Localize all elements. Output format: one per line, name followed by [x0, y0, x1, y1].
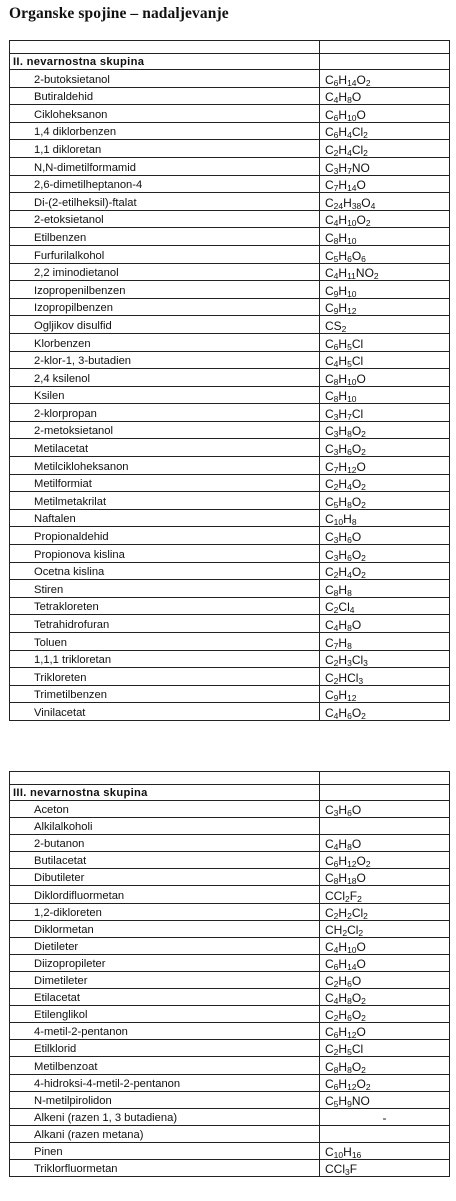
compound-table-group-3 — [9, 771, 450, 1177]
table-row — [10, 439, 450, 457]
table-row — [10, 1040, 450, 1057]
compound-formula: $CCl_2F_2$ — [320, 886, 450, 903]
compound-formula: $C_8H_{10}O$ — [320, 369, 450, 387]
table-row — [10, 1057, 450, 1074]
compound-formula: CCl$_3$F — [320, 1159, 450, 1176]
compound-name: Etilacetat — [10, 989, 320, 1006]
compound-formula: $C_{24}H_{38}O_4$ — [320, 193, 450, 211]
compound-formula: $C_2Cl_4$ — [320, 597, 450, 615]
table-row — [10, 175, 450, 193]
compound-formula: $C_2H_4Cl_2$ — [320, 140, 450, 158]
table-row — [10, 351, 450, 369]
compound-formula: $C_9H_{12}$ — [320, 685, 450, 703]
compound-formula: $CH_2Cl_2$ — [320, 920, 450, 937]
table-row — [10, 1074, 450, 1091]
table-row — [10, 703, 450, 721]
table-row — [10, 615, 450, 633]
compound-name: Tetrahidrofuran — [10, 615, 320, 633]
compound-name: Diizopropileter — [10, 954, 320, 971]
compound-formula: $C_2HCl_3$ — [320, 668, 450, 686]
compound-name: Alkeni (razen 1, 3 butadiena) — [10, 1108, 320, 1125]
table-row — [10, 920, 450, 937]
compound-formula: $C_2H_5Cl$ — [320, 1040, 450, 1057]
compound-formula: $C_5H_9NO$ — [320, 1091, 450, 1108]
compound-name: Propionova kislina — [10, 545, 320, 563]
compound-formula: $C_3H_6O_2$ — [320, 439, 450, 457]
compound-formula: $C_6H_{10}O$ — [320, 105, 450, 123]
table-row — [10, 386, 450, 404]
compound-name: Dibutileter — [10, 869, 320, 886]
compound-formula: $C_8H_{10}$ — [320, 228, 450, 246]
compound-name: 2-etoksietanol — [10, 210, 320, 228]
compound-name: 2,2 iminodietanol — [10, 263, 320, 281]
header-cell-formula — [320, 41, 450, 54]
header-cell-formula — [320, 772, 450, 785]
compound-formula: $C_3H_8O_2$ — [320, 421, 450, 439]
compound-formula: $C_4H_8O$ — [320, 87, 450, 105]
compound-formula — [320, 1125, 450, 1142]
compound-name: 4-hidroksi-4-metil-2-pentanon — [10, 1074, 320, 1091]
compound-formula: $C_2H_3Cl_3$ — [320, 650, 450, 668]
table-row — [10, 333, 450, 351]
table-row — [10, 1006, 450, 1023]
compound-name: Aceton — [10, 801, 320, 818]
header-cell-name — [10, 41, 320, 54]
table-row — [10, 668, 450, 686]
compound-formula: $C_4H_{10}O$ — [320, 937, 450, 954]
table-row — [10, 228, 450, 246]
compound-name: Toluen — [10, 633, 320, 651]
compound-name: Diklormetan — [10, 920, 320, 937]
table-header-row — [10, 772, 450, 785]
compound-formula: $C_5H_8O_2$ — [320, 492, 450, 510]
table-row — [10, 869, 450, 886]
table-row — [10, 369, 450, 387]
compound-name: Propionaldehid — [10, 527, 320, 545]
compound-formula: $C_{10}H_{16}$ — [320, 1142, 450, 1159]
compound-name: 1,2-dikloreten — [10, 903, 320, 920]
table-row — [10, 474, 450, 492]
group-heading-row — [10, 785, 450, 801]
compound-name: Cikloheksanon — [10, 105, 320, 123]
table-row — [10, 1108, 450, 1125]
table-row — [10, 1142, 450, 1159]
compound-formula: $C_4H_5Cl$ — [320, 351, 450, 369]
compound-name: Etilbenzen — [10, 228, 320, 246]
compound-name: 2-klor-1, 3-butadien — [10, 351, 320, 369]
table-row — [10, 157, 450, 175]
compound-name: 2-klorpropan — [10, 404, 320, 422]
table-row — [10, 404, 450, 422]
compound-formula: $C_6H_{12}O$ — [320, 1023, 450, 1040]
compound-name: Butilacetat — [10, 852, 320, 869]
table-body — [10, 70, 450, 721]
compound-formula: $C_6H_{14}O$ — [320, 954, 450, 971]
compound-name: Naftalen — [10, 509, 320, 527]
compound-name: Diklordifluormetan — [10, 886, 320, 903]
compound-formula: $C_7H_{14}O$ — [320, 175, 450, 193]
compound-formula: $C_8H_8O_2$ — [320, 1057, 450, 1074]
compound-name: Ocetna kislina — [10, 562, 320, 580]
compound-formula: $C_3H_6O$ — [320, 801, 450, 818]
group-heading-row — [10, 54, 450, 70]
compound-name: Dietileter — [10, 937, 320, 954]
compound-name: Dimetileter — [10, 971, 320, 988]
compound-formula: $C_8H_{10}$ — [320, 386, 450, 404]
compound-formula: $C_8H_{18}O$ — [320, 869, 450, 886]
compound-name: Butiraldehid — [10, 87, 320, 105]
compound-formula: $C_2H_6O_2$ — [320, 1006, 450, 1023]
compound-name: Metilformiat — [10, 474, 320, 492]
table-row — [10, 245, 450, 263]
table-row — [10, 954, 450, 971]
compound-name: Furfurilalkohol — [10, 245, 320, 263]
table-row — [10, 87, 450, 105]
compound-name: 2,6-dimetilheptanon-4 — [10, 175, 320, 193]
compound-formula: $C_4H_{11}NO_2$ — [320, 263, 450, 281]
compound-name: Alkani (razen metana) — [10, 1125, 320, 1142]
compound-name: Izopropenilbenzen — [10, 281, 320, 299]
compound-name: Tetrakloreten — [10, 597, 320, 615]
compound-name: Metilmetakrilat — [10, 492, 320, 510]
compound-formula: $C_2H_4O_2$ — [320, 474, 450, 492]
table-row — [10, 140, 450, 158]
table-row — [10, 545, 450, 563]
compound-formula — [320, 818, 450, 835]
page-title: Organske spojine – nadaljevanje — [9, 5, 229, 22]
compound-name: N-metilpirolidon — [10, 1091, 320, 1108]
compound-name: N,N-dimetilformamid — [10, 157, 320, 175]
table-row — [10, 650, 450, 668]
compound-name: Di-(2-etilheksil)-ftalat — [10, 193, 320, 211]
table-row — [10, 492, 450, 510]
compound-formula: $C_4H_6O_2$ — [320, 703, 450, 721]
table-row — [10, 210, 450, 228]
compound-formula: $C_3H_7NO$ — [320, 157, 450, 175]
table-row — [10, 1091, 450, 1108]
table-header-row — [10, 41, 450, 54]
compound-formula: $C_6H_{14}O_2$ — [320, 70, 450, 88]
table-row — [10, 562, 450, 580]
compound-name: Etilklorid — [10, 1040, 320, 1057]
compound-formula: $C_8H_8$ — [320, 580, 450, 598]
table-row — [10, 105, 450, 123]
table-row — [10, 316, 450, 334]
compound-formula: $C_9H_{12}$ — [320, 298, 450, 316]
table-row — [10, 937, 450, 954]
compound-formula: $C_7H_{12}O$ — [320, 457, 450, 475]
group-heading: II. nevarnostna skupina — [10, 54, 320, 70]
compound-name: Etilenglikol — [10, 1006, 320, 1023]
compound-formula: $C_5H_6O_6$ — [320, 245, 450, 263]
compound-formula: $C_{10}H_8$ — [320, 509, 450, 527]
compound-name: Metilcikloheksanon — [10, 457, 320, 475]
compound-formula: $C_9H_{10}$ — [320, 281, 450, 299]
table-row — [10, 886, 450, 903]
group-heading-formula-cell — [320, 785, 450, 801]
compound-name: Triklorfluormetan — [10, 1159, 320, 1176]
compound-name: Trimetilbenzen — [10, 685, 320, 703]
table-row — [10, 801, 450, 818]
table-row — [10, 685, 450, 703]
compound-name: 4-metil-2-pentanon — [10, 1023, 320, 1040]
compound-formula: $C_4H_{10}O_2$ — [320, 210, 450, 228]
compound-formula: - — [320, 1108, 450, 1125]
compound-formula: $C_7H_8$ — [320, 633, 450, 651]
compound-formula: $CS_2$ — [320, 316, 450, 334]
compound-name: 1,4 diklorbenzen — [10, 122, 320, 140]
compound-formula: $C_3H_6O$ — [320, 527, 450, 545]
table-row — [10, 1023, 450, 1040]
compound-formula: $C_2H_6O$ — [320, 971, 450, 988]
compound-name: 1,1,1 trikloretan — [10, 650, 320, 668]
compound-formula: $C_3H_6O_2$ — [320, 545, 450, 563]
compound-name: Metilbenzoat — [10, 1057, 320, 1074]
compound-formula: $C_4H_8O$ — [320, 835, 450, 852]
compound-name: Metilacetat — [10, 439, 320, 457]
table-row — [10, 122, 450, 140]
table-row — [10, 281, 450, 299]
table-row — [10, 597, 450, 615]
compound-name: Trikloreten — [10, 668, 320, 686]
table-row — [10, 818, 450, 835]
table-body — [10, 801, 450, 1177]
compound-name: 2-butoksietanol — [10, 70, 320, 88]
table-row — [10, 903, 450, 920]
table-row — [10, 852, 450, 869]
group-heading: III. nevarnostna skupina — [10, 785, 320, 801]
compound-name: Vinilacetat — [10, 703, 320, 721]
compound-name: Alkilalkoholi — [10, 818, 320, 835]
compound-formula: $C_4H_8O$ — [320, 615, 450, 633]
compound-formula: $C_3H_7Cl$ — [320, 404, 450, 422]
compound-table-group-2 — [9, 40, 450, 721]
compound-formula: $C_6H_5Cl$ — [320, 333, 450, 351]
compound-name: Stiren — [10, 580, 320, 598]
table-row — [10, 70, 450, 88]
compound-formula: $C_2H_4O_2$ — [320, 562, 450, 580]
table-row — [10, 1125, 450, 1142]
table-row — [10, 527, 450, 545]
table-row — [10, 263, 450, 281]
compound-name: Pinen — [10, 1142, 320, 1159]
table-row — [10, 421, 450, 439]
compound-formula: $C_6H_4Cl_2$ — [320, 122, 450, 140]
header-cell-name — [10, 772, 320, 785]
compound-formula: $C_6H_{12}O_2$ — [320, 852, 450, 869]
table-row — [10, 298, 450, 316]
table-row — [10, 509, 450, 527]
table-row — [10, 989, 450, 1006]
table-row — [10, 457, 450, 475]
compound-formula: $C_4H_8O_2$ — [320, 989, 450, 1006]
compound-name: Klorbenzen — [10, 333, 320, 351]
table-row — [10, 580, 450, 598]
table-row — [10, 835, 450, 852]
table-row — [10, 193, 450, 211]
compound-name: Ogljikov disulfid — [10, 316, 320, 334]
compound-name: 2,4 ksilenol — [10, 369, 320, 387]
compound-name: Izopropilbenzen — [10, 298, 320, 316]
compound-formula: $C_6H_{12}O_2$ — [320, 1074, 450, 1091]
compound-name: 2-butanon — [10, 835, 320, 852]
group-heading-formula-cell — [320, 54, 450, 70]
table-row — [10, 1159, 450, 1176]
compound-name: 2-metoksietanol — [10, 421, 320, 439]
table-row — [10, 633, 450, 651]
compound-name: 1,1 dikloretan — [10, 140, 320, 158]
compound-name: Ksilen — [10, 386, 320, 404]
compound-formula: $C_2H_2Cl_2$ — [320, 903, 450, 920]
table-row — [10, 971, 450, 988]
